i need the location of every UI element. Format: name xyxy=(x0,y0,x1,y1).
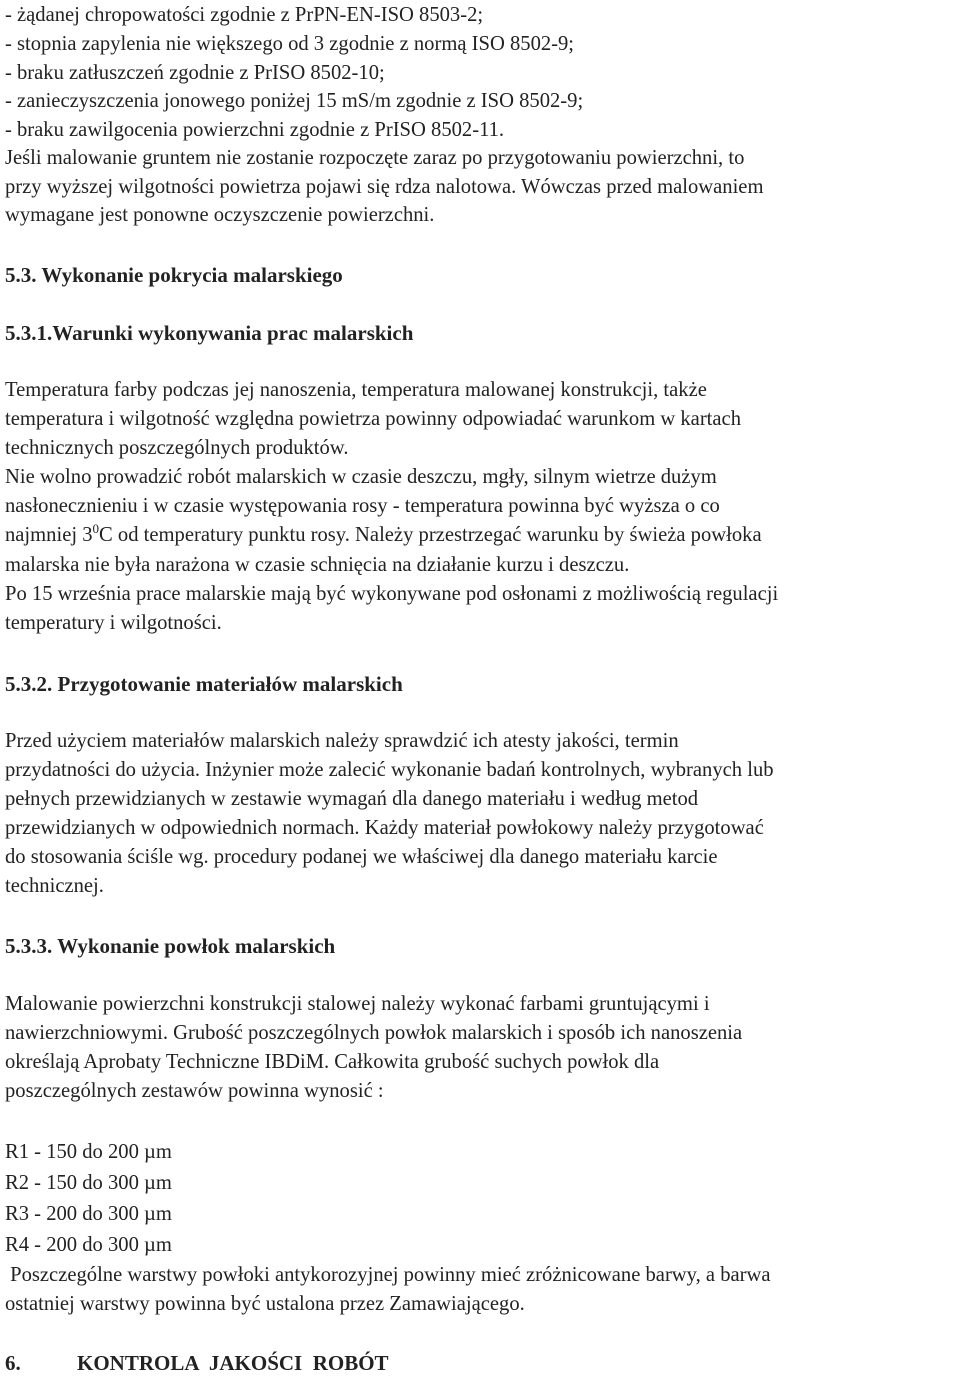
materials-line: do stosowania ściśle wg. procedury podanej we właściwej dla danego materiału karcie xyxy=(5,846,718,868)
intro-line: - stopnia zapylenia nie większego od 3 zgodnie z normą ISO 8502-9; xyxy=(5,33,575,55)
intro-line: przy wyższej wilgotności powietrza pojawi się rdza nalotowa. Wówczas przed malowaniem xyxy=(5,176,764,198)
intro-line: wymagane jest ponowne oczyszczenie powierzchni. xyxy=(5,204,435,226)
temperature-line-end: C od temperatury punktu rosy. Należy przestrzegać warunku by świeża powłoka xyxy=(99,524,762,546)
degree-superscript: 0 xyxy=(92,521,100,537)
materials-line: Przed użyciem materiałów malarskich należy sprawdzić ich atesty jakości, termin xyxy=(5,730,679,752)
conditions-line: nasłonecznieniu i w czasie występowania rosy - temperatura powinna być wyższa o co xyxy=(5,495,720,517)
thickness-item: R1 - 150 do 200 µm xyxy=(5,1141,172,1163)
thickness-item: R2 - 150 do 300 µm xyxy=(5,1172,172,1194)
temperature-line xyxy=(5,522,762,548)
thickness-item: R4 - 200 do 300 µm xyxy=(5,1234,172,1256)
section-title-6: KONTROLA JAKOŚCI ROBÓT xyxy=(77,1351,389,1375)
materials-line: pełnych przewidzianych w zestawie wymagań dla danego materiału i według metod xyxy=(5,788,699,810)
conditions-line: temperatura i wilgotność względna powietrza powinny odpowiadać warunkom w kartach xyxy=(5,408,741,430)
conditions-line: Temperatura farby podczas jej nanoszenia, temperatura malowanej konstrukcji, także xyxy=(5,379,707,401)
intro-line: - braku zatłuszczeń zgodnie z PrISO 8502-10; xyxy=(5,62,385,84)
conditions-line: malarska nie była narażona w czasie schnięcia na działanie kurzu i deszczu. xyxy=(5,554,630,576)
coatings-line: Malowanie powierzchni konstrukcji stalowej należy wykonać farbami gruntującymi i xyxy=(5,993,710,1015)
section-heading-5-3-2: 5.3.2. Przygotowanie materiałów malarskich xyxy=(5,672,403,696)
thickness-item: R3 - 200 do 300 µm xyxy=(5,1203,172,1225)
conditions-line: technicznych poszczególnych produktów. xyxy=(5,437,349,459)
section-heading-5-3: 5.3. Wykonanie pokrycia malarskiego xyxy=(5,263,343,287)
coatings-line: nawierzchniowymi. Grubość poszczególnych powłok malarskich i sposób ich nanoszenia xyxy=(5,1022,743,1044)
section-heading-5-3-3: 5.3.3. Wykonanie powłok malarskich xyxy=(5,934,336,958)
conditions-line: temperatury i wilgotności. xyxy=(5,612,222,634)
conditions-line: Nie wolno prowadzić robót malarskich w czasie deszczu, mgły, silnym wietrze dużym xyxy=(5,466,717,488)
conditions-line: Po 15 września prace malarskie mają być wykonywane pod osłonami z możliwością regulacji xyxy=(5,583,779,605)
intro-line: - zanieczyszczenia jonowego poniżej 15 mS/m zgodnie z ISO 8502-9; xyxy=(5,90,584,112)
coatings-line: poszczególnych zestawów powinna wynosić : xyxy=(5,1080,384,1102)
intro-line: Jeśli malowanie gruntem nie zostanie rozpoczęte zaraz po przygotowaniu powierzchni, to xyxy=(5,147,745,169)
coatings-line: określają Aprobaty Techniczne IBDiM. Całkowita grubość suchych powłok dla xyxy=(5,1051,660,1073)
final-line: Poszczególne warstwy powłoki antykorozyjnej powinny mieć zróżnicowane barwy, a barwa xyxy=(5,1264,771,1286)
materials-line: przydatności do użycia. Inżynier może zalecić wykonanie badań kontrolnych, wybranych lub xyxy=(5,759,774,781)
section-heading-6 xyxy=(5,1350,389,1376)
section-number-6: 6. xyxy=(5,1351,21,1375)
temperature-line-start: najmniej 3 xyxy=(5,524,93,546)
materials-line: przewidzianych w odpowiednich normach. Każdy materiał powłokowy należy przygotować xyxy=(5,817,764,839)
materials-line: technicznej. xyxy=(5,875,104,897)
section-heading-5-3-1: 5.3.1.Warunki wykonywania prac malarskich xyxy=(5,321,414,345)
intro-line: - braku zawilgocenia powierzchni zgodnie z PrISO 8502-11. xyxy=(5,119,505,141)
final-line: ostatniej warstwy powinna być ustalona przez Zamawiającego. xyxy=(5,1293,525,1315)
intro-line: - żądanej chropowatości zgodnie z PrPN-EN-ISO 8503-2; xyxy=(5,4,484,26)
